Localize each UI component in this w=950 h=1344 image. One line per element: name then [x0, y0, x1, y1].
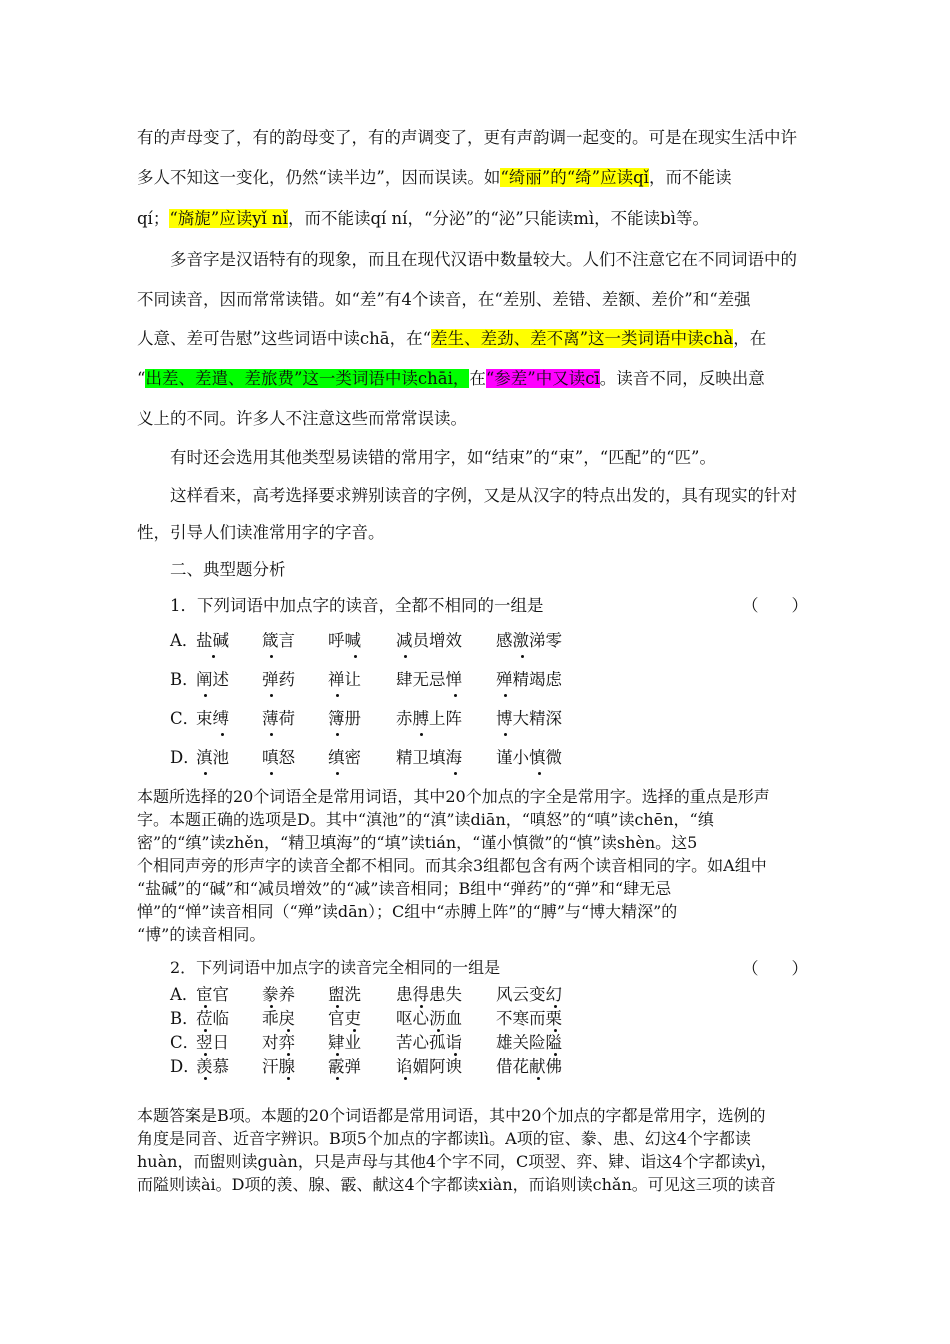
emphasis-dot — [538, 772, 541, 775]
emphasis-dot — [437, 1029, 440, 1032]
emphasis-dot — [504, 694, 507, 697]
para2-line3: 人意、差可告慰”这些词语中读chā，在“差生、差劲、差不离”这一类词语中读chà，在 — [137, 329, 767, 348]
emphasis-dot — [420, 733, 423, 736]
emphasis-dot — [204, 694, 207, 697]
q2-answer-paren: （ ） — [742, 959, 808, 978]
emphasis-dot — [504, 733, 507, 736]
emphasis-dot — [270, 1005, 273, 1008]
emphasis-dot — [554, 1053, 557, 1056]
para4-line2: 性，引导人们读准常用字的字音。 — [137, 523, 385, 542]
q1-analysis-line: 惮”的“惮”读音相同（“殚”读dān）；C组中“赤膊上阵”的“膊”与“博大精深”的 — [137, 902, 678, 921]
document-page: 有的声母变了，有的韵母变了，有的声调变了，更有声韵调一起变的。可是在现实生活中许 多人不知这一变化，仍然“读半边”，因而误读。如“绮丽”的“绮”应读qǐ，而不能读 qí；“旖旎”应读yǐ nǐ，而不能读qí ní，“分泌”的“泌”只能读mì，不能读bì等。 多音字是汉语特有的现象，而且在现代汉语中数量较大。人们不注意它在不同词语中的 不同读音，因而常常读错。如“差”有4个读音，在“差别、差错、差额、差价”和“差强 人意、差可告慰”这些词语中读chā，在“差生、差劲、差不离”这一类词语中读chà，在 “出差、差遣、差旅费”这一类词语中读chāi，在“参差”中又读cī。读音不同，反映出意 义上的不同。许多人不注意这些而常常误读。 有时还会选用其他类型易读错的常用字，如“结束”的“束”，“匹配”的“匹”。 这样看来，高考选择要求辨别读音的字例，又是从汉字的特点出发的，具有现实的针对 性，引导人们读准常用字的字音。 二、典型题分析 1．下列词语中加点字的读音，全都不相同的一组是 （ ） A． 盐碱 箴言 呼喊 减员增效 感激涕零 B． 阐述 弹药 禅让 肆无忌惮 殚精竭虑 C． 束缚 薄荷 簿册 赤膊上阵 博大精深 D． 滇池 嗔怒 缜密 精卫填海 谨小慎微 本题所选择的20个词语全是常用词语，其中20个加点的字全是常用字。选择的重点是形声 字。本题正确的选项是D。其中“滇池”的“滇”读diān，“嗔怒”的“嗔”读chēn，“缜 密”的“缜”读zhěn，“精卫填海”的“填”读tián，“谨小慎微”的“慎”读shèn。这5 个相同声旁的形声字的读音全都不相同。而其余3组都包含有两个读音相同的字。如A组中 “盐碱”的“碱”和“减员增效”的“减”读音相同；B组中“弹药”的“弹”和“肆无忌 惮”的“惮”读音相同（“殚”读dān）；C组中“赤膊上阵”的“膊”与“博大精深”的 “博”的读音相同。 2．下列词语中加点字的读音完全相同的一组是 （ ） A． 宦官 豢养 盥洗 患得患失 风云变幻 B． 莅临 乖戾 官吏 呕心沥血 不寒而栗 C． 翌日 对弈 肄业 苦心孤诣 雄关险隘 D． 羡慕 汗腺 霰弹 谄媚阿谀 借花献佛 本题答案是B项。本题的20个词语都是常用词语，其中20个加点的字都是常用字，选例的 角度是同音、近音字辨识。B项5个加点的字都读lì。A项的宦、豢、患、幻这4个字都读 huàn，而盥则读guàn，只是声母与其他4个字不同，C项翌、弈、肄、诣这4个字都读yì， 而隘则读ài。D项的羡、腺、霰、献这4个字都读xiàn，而谄则读chǎn。可见这三项的读音 — [0, 0, 950, 1344]
emphasis-dot — [336, 733, 339, 736]
emphasis-dot — [454, 694, 457, 697]
para3-line1: 有时还会选用其他类型易读错的常用字，如“结束”的“束”，“匹配”的“匹”。 — [170, 448, 716, 467]
q2-analysis-line: 角度是同音、近音字辨识。B项5个加点的字都读lì。A项的宦、豢、患、幻这4个字都读 — [137, 1129, 751, 1148]
emphasis-dot — [212, 655, 215, 658]
highlight-yellow: 差生、差劲、差不离”这一类词语中读chà — [431, 329, 734, 348]
q1-analysis-line: “博”的读音相同。 — [137, 925, 266, 944]
highlight-yellow: “旖旎”应读yǐ nǐ — [169, 209, 288, 228]
emphasis-dot — [454, 772, 457, 775]
para1-line2: 多人不知这一变化，仍然“读半边”，因而误读。如“绮丽”的“绮”应读qǐ，而不能读 — [137, 168, 732, 187]
emphasis-dot — [554, 1005, 557, 1008]
emphasis-dot — [354, 655, 357, 658]
q1-analysis-line: 字。本题正确的选项是D。其中“滇池”的“滇”读diān，“嗔怒”的“嗔”读chēn，“缜 — [137, 810, 714, 829]
emphasis-dot — [270, 655, 273, 658]
para2-line1: 多音字是汉语特有的现象，而且在现代汉语中数量较大。人们不注意它在不同词语中的 — [170, 250, 797, 269]
emphasis-dot — [454, 1053, 457, 1056]
section-title: 二、典型题分析 — [170, 560, 286, 579]
emphasis-dot — [287, 1053, 290, 1056]
emphasis-dot — [270, 733, 273, 736]
emphasis-dot — [204, 1053, 207, 1056]
emphasis-dot — [537, 1077, 540, 1080]
emphasis-dot — [554, 1029, 557, 1032]
highlight-yellow: “绮丽”的“绮”应读qǐ — [500, 168, 649, 187]
emphasis-dot — [287, 1029, 290, 1032]
emphasis-dot — [204, 772, 207, 775]
q2-stem: 2．下列词语中加点字的读音完全相同的一组是 — [170, 958, 501, 977]
para2-line2: 不同读音，因而常常读错。如“差”有4个读音，在“差别、差错、差额、差价”和“差强 — [137, 290, 751, 309]
emphasis-dot — [404, 1077, 407, 1080]
q2-analysis-line: 本题答案是B项。本题的20个词语都是常用词语，其中20个加点的字都是常用字，选例的 — [137, 1106, 766, 1125]
emphasis-dot — [221, 733, 224, 736]
q1-analysis-line: “盐碱”的“碱”和“减员增效”的“减”读音相同；B组中“弹药”的“弹”和“肆无忌 — [137, 879, 672, 898]
emphasis-dot — [204, 1029, 207, 1032]
emphasis-dot — [521, 655, 524, 658]
q1-stem: 1．下列词语中加点字的读音，全都不相同的一组是 — [170, 596, 544, 615]
emphasis-dot — [270, 694, 273, 697]
emphasis-dot — [336, 1053, 339, 1056]
emphasis-dot — [336, 694, 339, 697]
q1-analysis-line: 本题所选择的20个词语全是常用词语，其中20个加点的字全是常用字。选择的重点是形声 — [137, 787, 770, 806]
emphasis-dot — [270, 772, 273, 775]
q2-analysis-line: 而隘则读ài。D项的羡、腺、霰、献这4个字都读xiàn，而谄则读chǎn。可见这三项的读音 — [137, 1175, 776, 1194]
emphasis-dot — [287, 1077, 290, 1080]
emphasis-dot — [204, 1005, 207, 1008]
q1-analysis-line: 密”的“缜”读zhěn，“精卫填海”的“填”读tián，“谨小慎微”的“慎”读shèn。这5 — [137, 833, 698, 852]
q1-answer-paren: （ ） — [742, 596, 808, 615]
para1-line1: 有的声母变了，有的韵母变了，有的声调变了，更有声韵调一起变的。可是在现实生活中许 — [137, 128, 797, 147]
emphasis-dot — [336, 772, 339, 775]
emphasis-dot — [336, 1077, 339, 1080]
para2-line5: 义上的不同。许多人不注意这些而常常误读。 — [137, 409, 467, 428]
emphasis-dot — [204, 1077, 207, 1080]
emphasis-dot — [353, 1029, 356, 1032]
para2-line4: “出差、差遣、差旅费”这一类词语中读chāi，在“参差”中又读cī。读音不同，反映出意 — [137, 369, 765, 388]
emphasis-dot — [420, 1005, 423, 1008]
highlight-magenta: “参差”中又读cī — [485, 369, 600, 388]
q2-analysis-line: huàn，而盥则读guàn，只是声母与其他4个字不同，C项翌、弈、肄、诣这4个字都读yì， — [137, 1152, 777, 1171]
q1-analysis-line: 个相同声旁的形声字的读音全都不相同。而其余3组都包含有两个读音相同的字。如A组中 — [137, 856, 767, 875]
emphasis-dot — [336, 1005, 339, 1008]
para4-line1: 这样看来，高考选择要求辨别读音的字例，又是从汉字的特点出发的，具有现实的针对 — [170, 486, 797, 505]
para1-line3: qí；“旖旎”应读yǐ nǐ，而不能读qí ní，“分泌”的“泌”只能读mì，不能读bì等。 — [137, 209, 709, 228]
emphasis-dot — [404, 655, 407, 658]
highlight-green: 出差、差遣、差旅费”这一类词语中读chāi， — [145, 369, 470, 388]
